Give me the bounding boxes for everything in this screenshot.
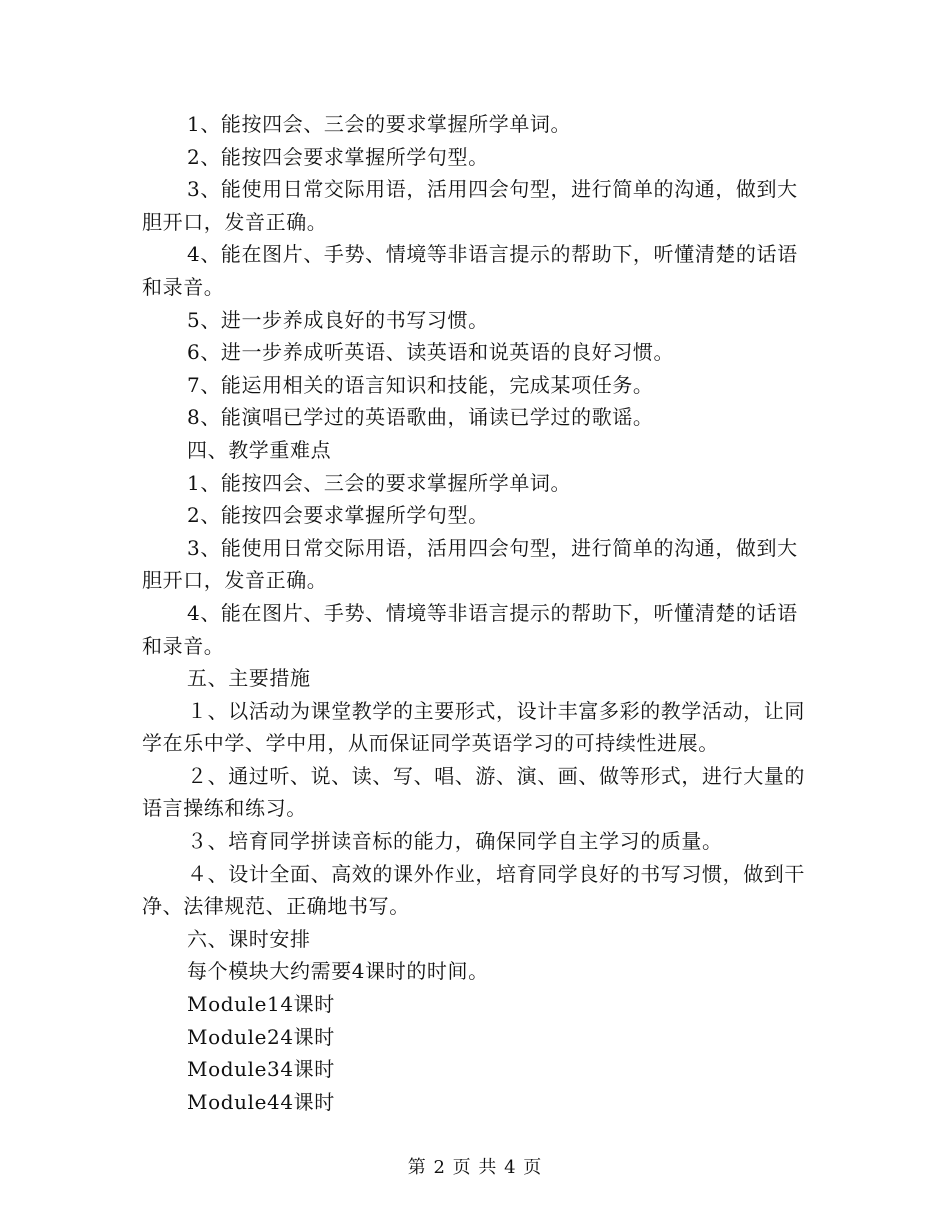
paragraph-13: １、以活动为课堂教学的主要形式，设计丰富多彩的教学活动，让同学在乐中学、学中用，从而保证同学英语学习的可持续性进展。 (142, 698, 805, 756)
module-3-line: Module34课时 (187, 1057, 335, 1082)
section-heading-measures: 五、主要措施 (187, 666, 311, 691)
paragraph-8: 8、能演唱已学过的英语歌曲，诵读已学过的歌谣。 (187, 405, 654, 430)
paragraph-3: 3、能使用日常交际用语，活用四会句型，进行简单的沟通，做到大胆开口，发音正确。 (142, 177, 798, 234)
paragraph-7: 7、能运用相关的语言知识和技能，完成某项任务。 (187, 372, 654, 397)
page-footer: 第 2 页 共 4 页 (407, 1157, 543, 1178)
paragraph-15: ３、培育同学拼读音标的能力，确保同学自主学习的质量。 (187, 829, 723, 854)
paragraph-16: ４、设计全面、高效的课外作业，培育同学良好的书写习惯，做到干净、法律规范、正确地书写。 (142, 861, 805, 919)
paragraph-17: 每个模块大约需要4课时的时间。 (187, 959, 489, 984)
paragraph-9: 1、能按四会、三会的要求掌握所学单词。 (187, 470, 572, 495)
module-4-line: Module44课时 (187, 1089, 335, 1114)
paragraph-4: 4、能在图片、手势、情境等非语言提示的帮助下，听懂清楚的话语和录音。 (142, 242, 798, 299)
paragraph-11: 3、能使用日常交际用语，活用四会句型，进行简单的沟通，做到大胆开口，发音正确。 (142, 535, 798, 593)
paragraph-10: 2、能按四会要求掌握所学句型。 (187, 503, 489, 528)
section-heading-schedule: 六、课时安排 (187, 926, 311, 951)
module-1-line: Module14课时 (187, 992, 335, 1017)
paragraph-14: ２、通过听、说、读、写、唱、游、演、画、做等形式，进行大量的语言操练和练习。 (142, 763, 805, 821)
document-body (142, 108, 808, 1118)
paragraph-1: 1、能按四会、三会的要求掌握所学单词。 (187, 112, 572, 136)
paragraph-5: 5、进一步养成良好的书写习惯。 (187, 307, 489, 332)
paragraph-2: 2、能按四会要求掌握所学句型。 (187, 144, 489, 169)
module-2-line: Module24课时 (187, 1024, 335, 1049)
paragraph-6: 6、进一步养成听英语、读英语和说英语的良好习惯。 (187, 340, 675, 365)
section-heading-key-points: 四、教学重难点 (187, 437, 332, 462)
paragraph-12: 4、能在图片、手势、情境等非语言提示的帮助下，听懂清楚的话语和录音。 (142, 600, 798, 658)
